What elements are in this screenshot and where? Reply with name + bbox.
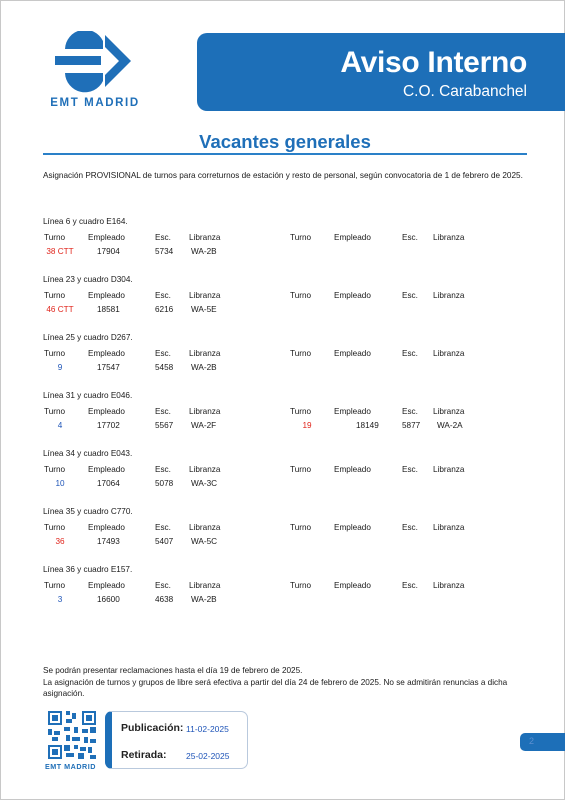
empleado-value: 17493 [97,537,120,546]
col-header-esc: Esc. [402,407,418,416]
col-header-empleado: Empleado [88,291,125,300]
col-header-libranza: Libranza [433,349,465,358]
empleado-value: 17547 [97,363,120,372]
retirada-label: Retirada: [121,749,167,761]
notes-line: Se podrán presentar reclamaciones hasta el día 19 de febrero de 2025. [43,666,303,675]
publicacion-label: Publicación: [121,722,184,734]
col-header-esc: Esc. [155,581,171,590]
col-header-libranza: Libranza [189,581,221,590]
block-title: Línea 36 y cuadro E157. [43,565,133,574]
col-header-empleado: Empleado [88,407,125,416]
col-header-libranza: Libranza [433,523,465,532]
empleado-value: 17702 [97,421,120,430]
esc-value: 5078 [155,479,174,488]
logo-text: EMT MADRID [50,97,140,109]
col-header-esc: Esc. [402,523,418,532]
emt-logo [45,31,145,115]
turno-value: 3 [57,595,63,604]
col-header-esc: Esc. [155,349,171,358]
retirada-date: 25-02-2025 [186,751,230,761]
col-header-empleado: Empleado [334,465,371,474]
empleado-value: 18149 [356,421,379,430]
col-header-libranza: Libranza [189,233,221,242]
esc-value: 6216 [155,305,174,314]
col-header-esc: Esc. [155,291,171,300]
col-header-empleado: Empleado [334,349,371,358]
libranza-value: WA-2B [191,247,217,256]
col-header-libranza: Libranza [433,465,465,474]
turno-value: 38 CTT [46,247,74,256]
esc-value: 5407 [155,537,174,546]
page-number-tab [520,733,565,751]
col-header-esc: Esc. [402,233,418,242]
col-header-turno: Turno [290,581,312,590]
turno-value: 9 [57,363,63,372]
col-header-libranza: Libranza [189,349,221,358]
col-header-empleado: Empleado [88,465,125,474]
esc-value: 5458 [155,363,174,372]
empleado-value: 18581 [97,305,120,314]
turno-value: 36 [55,537,65,546]
block-title: Línea 6 y cuadro E164. [43,217,128,226]
col-header-turno: Turno [44,349,66,358]
col-header-libranza: Libranza [433,581,465,590]
col-header-libranza: Libranza [433,407,465,416]
col-header-empleado: Empleado [334,523,371,532]
col-header-turno: Turno [290,523,312,532]
banner-subtitle: C.O. Carabanchel [402,83,527,100]
col-header-esc: Esc. [402,465,418,474]
block-title: Línea 25 y cuadro D267. [43,333,133,342]
page-title: Vacantes generales [199,131,371,152]
col-header-turno: Turno [290,233,312,242]
libranza-value: WA-2A [437,421,463,430]
col-header-esc: Esc. [155,233,171,242]
col-header-turno: Turno [44,465,66,474]
col-header-libranza: Libranza [433,233,465,242]
title-divider [43,153,527,155]
qr-code [48,711,96,759]
col-header-empleado: Empleado [88,523,125,532]
col-header-empleado: Empleado [334,581,371,590]
banner-title: Aviso Interno [340,46,527,79]
col-header-libranza: Libranza [189,407,221,416]
col-header-libranza: Libranza [189,465,221,474]
col-header-esc: Esc. [402,349,418,358]
col-header-esc: Esc. [155,523,171,532]
col-header-turno: Turno [290,349,312,358]
col-header-empleado: Empleado [334,233,371,242]
block-title: Línea 23 y cuadro D304. [43,275,133,284]
col-header-empleado: Empleado [88,581,125,590]
col-header-turno: Turno [44,581,66,590]
empleado-value: 16600 [97,595,120,604]
libranza-value: WA-5E [191,305,217,314]
col-header-libranza: Libranza [189,523,221,532]
block-title: Línea 31 y cuadro E046. [43,391,133,400]
col-header-turno: Turno [44,291,66,300]
col-header-empleado: Empleado [334,407,371,416]
libranza-value: WA-2B [191,363,217,372]
notes [43,665,533,700]
block-title: Línea 34 y cuadro E043. [43,449,133,458]
col-header-empleado: Empleado [334,291,371,300]
block-title: Línea 35 y cuadro C770. [43,507,133,516]
qr-label: EMT MADRID [45,762,96,771]
publication-box [105,711,248,769]
notes-line: La asignación de turnos y grupos de libre será efectiva a partir del día 24 de febrero de 2025. No se admitirán renuncias a dicha asignación. [43,677,508,698]
turno-value: 19 [302,421,312,430]
esc-value: 4638 [155,595,174,604]
col-header-esc: Esc. [155,465,171,474]
col-header-esc: Esc. [155,407,171,416]
empleado-value: 17904 [97,247,120,256]
col-header-esc: Esc. [402,581,418,590]
turno-value: 10 [55,479,65,488]
col-header-libranza: Libranza [433,291,465,300]
libranza-value: WA-2F [191,421,217,430]
esc-value: 5734 [155,247,174,256]
col-header-turno: Turno [44,407,66,416]
empleado-value: 17064 [97,479,120,488]
libranza-value: WA-2B [191,595,217,604]
col-header-turno: Turno [290,465,312,474]
col-header-turno: Turno [44,233,66,242]
col-header-libranza: Libranza [189,291,221,300]
esc-value: 5877 [402,421,421,430]
intro-text: Asignación PROVISIONAL de turnos para correturnos de estación y resto de personal, según convocatoria de 1 de febrero de 2025. [43,171,523,180]
col-header-empleado: Empleado [88,233,125,242]
turno-value: 46 CTT [46,305,74,314]
col-header-turno: Turno [290,407,312,416]
publicacion-date: 11-02-2025 [186,724,229,734]
col-header-empleado: Empleado [88,349,125,358]
col-header-turno: Turno [290,291,312,300]
esc-value: 5567 [155,421,174,430]
header-banner [197,33,565,111]
libranza-value: WA-3C [191,479,218,488]
col-header-esc: Esc. [402,291,418,300]
col-header-turno: Turno [44,523,66,532]
turno-value: 4 [57,421,63,430]
libranza-value: WA-5C [191,537,218,546]
page-number: 2 [529,736,535,746]
